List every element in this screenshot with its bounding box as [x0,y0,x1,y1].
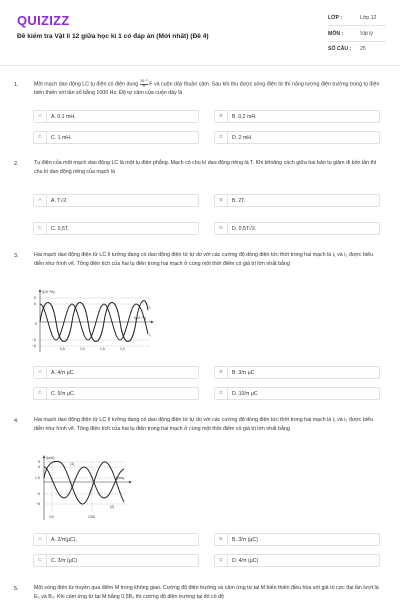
divider [328,25,386,26]
option-c[interactable] [33,387,199,400]
option-a[interactable] [33,366,199,379]
option-text: A. 0,1 mH. [51,113,76,120]
option-text: C. 1 mH. [51,134,72,141]
option-text: C. 0,5T. [51,225,69,232]
option-letter: C [34,388,47,399]
meta-value: Vật lý [360,31,373,37]
option-text: A. 2/π(μC). [51,536,77,543]
fraction-numerator: 10⁻³ [140,79,148,83]
question-text: Hai mạch dao động điện từ LC lí tưởng đang có dao động điện từ tự do với các cường độ dòng điện tức thời trong hai mạch là i₁ và i₂ được biểu diễn như hình vẽ. Tổng điện tích của hai tụ điện trong hai mạch ở cùng một thời điểm có giá trị lớn nhất bằng [34,252,374,267]
option-d[interactable] [214,554,380,567]
option-letter: D [215,388,228,399]
question-text: Một sóng điện từ truyền qua điểm M trong không gian. Cường độ điện trường và cảm ứng từ tại M biến thiên điều hòa với giá trị cực đại lần lượt là E₀ và B₀. Khi cảm ứng từ tại M bằng 0,5B₀ thì cường độ điện trường tại đó có độ [34,585,379,600]
option-letter: D [215,555,228,566]
option-letter: B [215,111,228,122]
fraction [140,80,148,88]
option-text: D. 10/π μC [232,390,258,397]
x-axis-label: t(10⁻³s) [134,316,147,320]
x-tick-label: 2,0 [120,347,125,351]
option-c[interactable] [33,554,199,567]
quizizz-logo[interactable]: QUIZIZZ [17,13,70,28]
y-arrow [43,455,45,458]
meta-label: LỚP : [328,15,343,21]
x-tick-label: 1,5 [100,347,105,351]
x-tick-label: 0,5 [60,347,65,351]
option-text: C. 5/π μC. [51,390,76,397]
option-letter: B [215,534,228,545]
curve-label: (1) [70,462,75,466]
meta-class [328,15,376,21]
option-letter: C [34,132,47,143]
y-tick-label: −4 [36,492,40,496]
x-tick-label: 13/6 [88,515,95,519]
question-number: 1. [14,82,19,88]
meta-value: Lớp 12 [360,15,377,21]
option-c[interactable] [33,222,199,235]
option-text: B. 3/π μC [232,369,255,376]
y-axis-label: i(mA) [46,456,55,460]
option-a[interactable] [33,533,199,546]
option-text: B. 3/π (μC) [232,536,258,543]
x-axis-label: t(ms) [116,476,125,480]
y-tick-label: 6 [34,302,36,306]
option-letter: A [34,534,47,545]
option-c[interactable] [33,131,199,144]
option-letter: B [215,367,228,378]
y-tick-label: 0 [35,322,37,326]
option-letter: C [34,555,47,566]
y-arrow [39,289,41,292]
curve-1 [44,461,124,504]
option-d[interactable] [214,387,380,400]
meta-subject [328,31,373,37]
curve-i1 [40,301,148,342]
meta-count [328,46,366,52]
option-text: B. 2T. [232,197,246,204]
x-arrow [151,321,154,323]
question-text: Tụ điện của một mạch dao động LC là một tụ điện phẳng. Mạch có chu kì dao động riêng là T. Khi khoảng cách giữa hai bản tụ giảm đi bốn lần thì chu kì dao động riêng của mạch là [34,160,377,175]
meta-label: MÔN : [328,31,344,37]
option-a[interactable] [33,110,199,123]
fraction-denominator: π [142,83,145,88]
question-text [34,80,384,98]
option-text: D. 4/π (μC) [232,557,259,564]
option-b[interactable] [214,110,380,123]
curve-label: (2) [110,505,115,509]
option-b[interactable] [214,366,380,379]
y-tick-label: −8 [36,502,40,506]
option-letter: C [34,223,47,234]
option-letter: A [34,367,47,378]
y-tick-label: 1,5 [35,476,40,480]
option-text: C. 3/π (μC) [51,557,78,564]
meta-value: 25 [360,46,366,52]
document-title: Đề kiểm tra Vật lí 12 giữa học kì 1 có đáp án (Mới nhất) (Đề 4) [17,33,209,40]
option-text: A. T√2. [51,197,68,204]
option-text: A. 4/π μC. [51,369,75,376]
y-tick-label: 8 [34,296,36,300]
page-header [0,0,400,66]
curve-label: i₁ [149,305,151,309]
option-text: B. 0,2 mH. [232,113,257,120]
option-a[interactable] [33,194,199,207]
question-number: 5. [14,586,19,592]
question-text-part: Một mạch dao động LC tụ điện có điện dung [34,81,140,88]
x-tick-label: 1,0 [80,347,85,351]
current-graph-1 [30,286,160,354]
divider [328,41,386,42]
option-text: D. 2 mH. [232,134,253,141]
curve-label: i₂ [149,333,152,337]
question-text-part: F và cuộn dây thuần cảm. Sau khi thu được sóng điện từ thì năng lượng điện trường trong tụ điện biến thiên với tần số bằng 1000 Hz. Độ tự cảm của cuộn dây là [34,81,380,96]
y-tick-label: −6 [32,338,36,342]
option-letter: A [34,195,47,206]
x-tick-label: 1/3 [49,515,54,519]
y-tick-label: 8 [38,460,40,464]
option-d[interactable] [214,131,380,144]
option-letter: D [215,223,228,234]
question-number: 3. [14,253,19,259]
y-axis-label: i(10⁻³A) [42,290,55,294]
option-b[interactable] [214,194,380,207]
current-graph-2 [30,452,140,524]
option-text: D. 0,5T√2. [232,225,257,232]
x-arrow [129,481,132,483]
question-text: Hai mạch dao động điện từ LC lí tưởng đang có dao động điện từ tự do với các cường độ dòng điện tức thời trong hai mạch là i₁ và i₂ được biểu diễn như hình vẽ. Tổng điện tích của hai tụ điện trong hai mạch ở cùng một thời điểm có giá trị lớn nhất bằng [34,417,374,432]
option-d[interactable] [214,222,380,235]
option-letter: A [34,111,47,122]
y-tick-label: 6 [38,465,40,469]
question-number: 2. [14,161,19,167]
y-tick-label: −8 [32,344,36,348]
option-letter: B [215,195,228,206]
meta-label: SỐ CÂU : [328,46,352,52]
option-b[interactable] [214,533,380,546]
option-letter: D [215,132,228,143]
question-number: 4. [14,418,19,424]
